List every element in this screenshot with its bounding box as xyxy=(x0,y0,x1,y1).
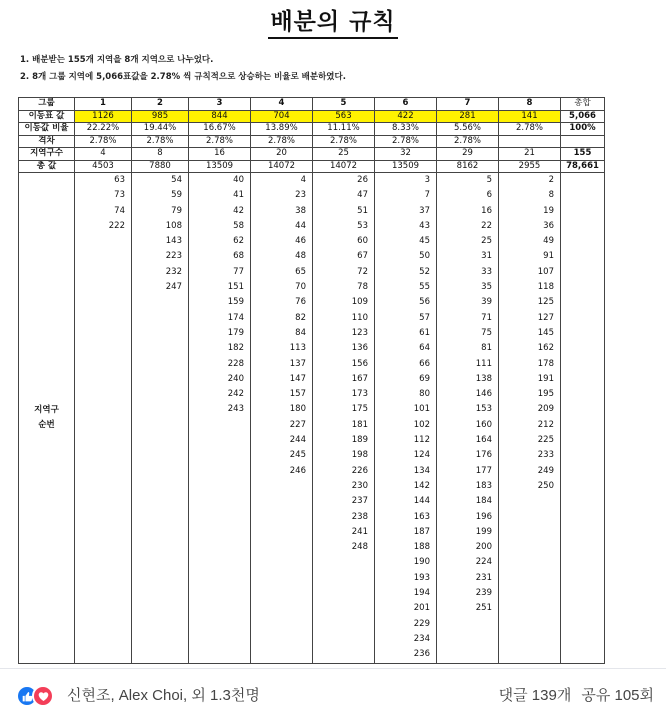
district-number: 33 xyxy=(481,266,492,277)
district-number: 237 xyxy=(351,496,368,507)
row-value: 7880 xyxy=(132,160,189,173)
row-total: 5,066 xyxy=(561,110,605,123)
row-value: 16.67% xyxy=(189,123,251,136)
row-value: 844 xyxy=(189,110,251,123)
district-number: 67 xyxy=(357,251,368,262)
district-number: 233 xyxy=(537,450,554,461)
district-number: 178 xyxy=(537,358,554,369)
district-number: 246 xyxy=(289,465,306,476)
district-number: 147 xyxy=(289,373,306,384)
group-header: 7 xyxy=(437,98,499,111)
district-number: 123 xyxy=(351,327,368,338)
document-title: 배분의 규칙 xyxy=(0,8,666,39)
district-number: 163 xyxy=(413,511,430,522)
district-number: 174 xyxy=(227,312,244,323)
district-number: 43 xyxy=(419,220,430,231)
district-number: 80 xyxy=(419,389,430,400)
district-number: 19 xyxy=(543,205,554,216)
shares-count-link[interactable]: 공유 105회 xyxy=(581,687,654,704)
district-number: 145 xyxy=(537,327,554,338)
district-list-cell xyxy=(75,173,132,664)
district-number: 57 xyxy=(419,312,430,323)
district-number: 184 xyxy=(475,496,492,507)
district-number: 55 xyxy=(419,282,430,293)
row-label: 이동값 비율 xyxy=(19,123,75,136)
engagement-counts xyxy=(499,684,654,705)
district-number: 4 xyxy=(300,175,306,185)
row-value: 422 xyxy=(375,110,437,123)
district-number: 175 xyxy=(351,404,368,415)
row-total: 100% xyxy=(561,123,605,136)
district-number: 118 xyxy=(537,282,554,293)
row-value: 704 xyxy=(251,110,313,123)
row-value: 1126 xyxy=(75,110,132,123)
district-number: 45 xyxy=(419,236,430,247)
district-number: 173 xyxy=(351,389,368,400)
district-number: 70 xyxy=(295,282,306,293)
document-notes xyxy=(20,52,346,86)
district-number: 181 xyxy=(351,419,368,430)
row-value: 32 xyxy=(375,148,437,161)
district-number: 110 xyxy=(351,312,368,323)
note-1: 1. 배분받는 155개 지역을 8개 지역으로 나누었다. xyxy=(20,55,214,65)
district-label-line: 지역구 xyxy=(34,404,59,415)
social-footer xyxy=(0,668,666,722)
district-number: 167 xyxy=(351,373,368,384)
row-value: 2.78% xyxy=(251,135,313,148)
district-number: 75 xyxy=(481,327,492,338)
row-value: 2.78% xyxy=(132,135,189,148)
district-number: 177 xyxy=(475,465,492,476)
district-number: 180 xyxy=(289,404,306,415)
row-value: 16 xyxy=(189,148,251,161)
district-number: 195 xyxy=(537,389,554,400)
district-number: 52 xyxy=(419,266,430,277)
district-number: 222 xyxy=(108,220,125,231)
district-number: 238 xyxy=(351,511,368,522)
district-number: 239 xyxy=(475,588,492,599)
district-number: 6 xyxy=(486,190,492,201)
district-number: 74 xyxy=(114,205,125,216)
district-number: 198 xyxy=(351,450,368,461)
district-number: 58 xyxy=(233,220,244,231)
group-header: 8 xyxy=(499,98,561,111)
district-number: 124 xyxy=(413,450,430,461)
district-label xyxy=(19,173,75,664)
district-number: 196 xyxy=(475,511,492,522)
row-value: 22.22% xyxy=(75,123,132,136)
district-list-cell xyxy=(251,173,313,664)
district-number: 156 xyxy=(351,358,368,369)
comments-count-link[interactable]: 댓글 139개 xyxy=(498,687,572,704)
row-value: 14072 xyxy=(313,160,375,173)
header-row xyxy=(19,98,605,111)
row-value: 281 xyxy=(437,110,499,123)
group-header: 6 xyxy=(375,98,437,111)
district-number: 200 xyxy=(475,542,492,553)
district-number: 199 xyxy=(475,526,492,537)
district-number: 48 xyxy=(295,251,306,262)
district-number: 190 xyxy=(413,557,430,568)
district-number: 79 xyxy=(171,205,182,216)
district-label-line: 순번 xyxy=(38,419,55,430)
district-number: 77 xyxy=(233,266,244,277)
allocation-table xyxy=(18,97,605,664)
district-number: 40 xyxy=(233,175,244,185)
district-number: 23 xyxy=(295,190,306,201)
district-number: 179 xyxy=(227,327,244,338)
district-number: 234 xyxy=(413,633,430,644)
row-value: 13509 xyxy=(375,160,437,173)
district-number: 112 xyxy=(413,435,430,446)
district-number: 82 xyxy=(295,312,306,323)
district-number: 91 xyxy=(543,251,554,262)
row-value: 29 xyxy=(437,148,499,161)
district-number: 49 xyxy=(543,236,554,247)
district-list-cell xyxy=(189,173,251,664)
row-value: 14072 xyxy=(251,160,313,173)
district-number: 138 xyxy=(475,373,492,384)
row-value: 5.56% xyxy=(437,123,499,136)
district-number: 47 xyxy=(357,190,368,201)
district-number: 108 xyxy=(165,220,182,231)
district-number: 232 xyxy=(165,266,182,277)
district-number: 250 xyxy=(537,480,554,491)
district-number: 226 xyxy=(351,465,368,476)
district-number: 22 xyxy=(481,220,492,231)
reaction-icons[interactable] xyxy=(16,685,60,707)
district-number: 50 xyxy=(419,251,430,262)
district-number: 2 xyxy=(548,175,554,185)
district-number: 16 xyxy=(481,205,492,216)
row-value: 20 xyxy=(251,148,313,161)
district-number: 230 xyxy=(351,480,368,491)
district-number: 144 xyxy=(413,496,430,507)
row-value: 25 xyxy=(313,148,375,161)
group-header: 4 xyxy=(251,98,313,111)
district-number: 159 xyxy=(227,297,244,308)
row-value: 563 xyxy=(313,110,375,123)
district-number: 194 xyxy=(413,588,430,599)
row-value: 4503 xyxy=(75,160,132,173)
data-row xyxy=(19,135,605,148)
district-number: 244 xyxy=(289,435,306,446)
district-number: 187 xyxy=(413,526,430,537)
district-number: 228 xyxy=(227,358,244,369)
district-number: 162 xyxy=(537,343,554,354)
district-number: 71 xyxy=(481,312,492,323)
district-number: 66 xyxy=(419,358,430,369)
district-number: 36 xyxy=(543,220,554,231)
header-label: 그룹 xyxy=(19,98,75,111)
row-label: 이동표 값 xyxy=(19,110,75,123)
district-number: 227 xyxy=(289,419,306,430)
district-number: 64 xyxy=(419,343,430,354)
district-number: 224 xyxy=(475,557,492,568)
row-value: 21 xyxy=(499,148,561,161)
data-row xyxy=(19,123,605,136)
district-list-cell xyxy=(499,173,561,664)
love-icon xyxy=(32,685,54,707)
row-value: 8.33% xyxy=(375,123,437,136)
district-number: 193 xyxy=(413,572,430,583)
row-label: 격차 xyxy=(19,135,75,148)
district-number: 143 xyxy=(165,236,182,247)
district-number: 111 xyxy=(475,358,492,369)
district-number: 65 xyxy=(295,266,306,277)
district-number: 35 xyxy=(481,282,492,293)
data-row xyxy=(19,110,605,123)
district-number: 101 xyxy=(413,404,430,415)
district-number: 249 xyxy=(537,465,554,476)
row-value: 8 xyxy=(132,148,189,161)
row-value xyxy=(499,135,561,148)
row-value: 141 xyxy=(499,110,561,123)
row-value: 2.78% xyxy=(499,123,561,136)
group-header: 2 xyxy=(132,98,189,111)
district-total-cell xyxy=(561,173,605,664)
district-number: 201 xyxy=(413,603,430,614)
district-number: 7 xyxy=(424,190,430,201)
data-row xyxy=(19,160,605,173)
reaction-names-link[interactable]: 신현조, Alex Choi, 외 1.3천명 xyxy=(67,687,260,704)
district-number: 113 xyxy=(289,343,306,354)
district-number: 231 xyxy=(475,572,492,583)
group-header: 3 xyxy=(189,98,251,111)
district-number: 137 xyxy=(289,358,306,369)
district-number: 78 xyxy=(357,282,368,293)
district-number: 142 xyxy=(413,480,430,491)
district-number: 183 xyxy=(475,480,492,491)
row-value: 13.89% xyxy=(251,123,313,136)
district-number: 62 xyxy=(233,236,244,247)
district-number: 160 xyxy=(475,419,492,430)
row-value: 19.44% xyxy=(132,123,189,136)
district-number: 223 xyxy=(165,251,182,262)
district-number: 8 xyxy=(548,190,554,201)
row-value: 2.78% xyxy=(75,135,132,148)
district-number: 229 xyxy=(413,618,430,629)
district-number: 188 xyxy=(413,542,430,553)
district-row xyxy=(19,173,605,664)
district-number: 127 xyxy=(537,312,554,323)
row-value: 2.78% xyxy=(437,135,499,148)
district-number: 31 xyxy=(481,251,492,262)
district-number: 51 xyxy=(357,205,368,216)
row-total: 155 xyxy=(561,148,605,161)
district-number: 136 xyxy=(351,343,368,354)
district-number: 247 xyxy=(165,282,182,293)
district-number: 151 xyxy=(227,282,244,293)
row-value: 2.78% xyxy=(375,135,437,148)
district-number: 68 xyxy=(233,251,244,262)
district-number: 225 xyxy=(537,435,554,446)
district-number: 61 xyxy=(419,327,430,338)
district-number: 248 xyxy=(351,542,368,553)
district-number: 72 xyxy=(357,266,368,277)
district-number: 164 xyxy=(475,435,492,446)
district-number: 25 xyxy=(481,236,492,247)
row-total: 78,661 xyxy=(561,160,605,173)
district-number: 241 xyxy=(351,526,368,537)
row-label: 지역구수 xyxy=(19,148,75,161)
district-number: 236 xyxy=(413,649,430,660)
district-number: 53 xyxy=(357,220,368,231)
district-number: 44 xyxy=(295,220,306,231)
district-number: 69 xyxy=(419,373,430,384)
district-number: 191 xyxy=(537,373,554,384)
district-number: 60 xyxy=(357,236,368,247)
district-number: 134 xyxy=(413,465,430,476)
group-header: 5 xyxy=(313,98,375,111)
district-number: 26 xyxy=(357,175,368,185)
district-number: 37 xyxy=(419,205,430,216)
district-number: 251 xyxy=(475,603,492,614)
district-number: 84 xyxy=(295,327,306,338)
district-number: 42 xyxy=(233,205,244,216)
district-number: 182 xyxy=(227,343,244,354)
district-number: 3 xyxy=(424,175,430,185)
district-number: 243 xyxy=(227,404,244,415)
district-number: 240 xyxy=(227,373,244,384)
district-number: 102 xyxy=(413,419,430,430)
district-list-cell xyxy=(313,173,375,664)
row-value: 2.78% xyxy=(313,135,375,148)
district-number: 56 xyxy=(419,297,430,308)
district-list-cell xyxy=(132,173,189,664)
group-header: 1 xyxy=(75,98,132,111)
district-number: 41 xyxy=(233,190,244,201)
district-number: 212 xyxy=(537,419,554,430)
data-row xyxy=(19,148,605,161)
district-number: 153 xyxy=(475,404,492,415)
row-value: 4 xyxy=(75,148,132,161)
row-value: 2.78% xyxy=(189,135,251,148)
row-value: 13509 xyxy=(189,160,251,173)
district-list-cell xyxy=(375,173,437,664)
district-number: 189 xyxy=(351,435,368,446)
note-2: 2. 8개 그룹 지역에 5,066표값을 2.78% 씩 규칙적으로 상승하는 비율로 배분하였다. xyxy=(20,72,346,82)
district-number: 209 xyxy=(537,404,554,415)
district-number: 245 xyxy=(289,450,306,461)
total-header: 총합 xyxy=(561,98,605,111)
district-number: 59 xyxy=(171,190,182,201)
district-number: 81 xyxy=(481,343,492,354)
district-list-cell xyxy=(437,173,499,664)
row-value: 985 xyxy=(132,110,189,123)
district-number: 39 xyxy=(481,297,492,308)
district-number: 176 xyxy=(475,450,492,461)
district-number: 76 xyxy=(295,297,306,308)
row-value: 11.11% xyxy=(313,123,375,136)
district-number: 5 xyxy=(486,175,492,185)
district-number: 46 xyxy=(295,236,306,247)
district-number: 63 xyxy=(114,175,125,185)
district-number: 109 xyxy=(351,297,368,308)
row-value: 2955 xyxy=(499,160,561,173)
row-total xyxy=(561,135,605,148)
district-number: 38 xyxy=(295,205,306,216)
district-number: 54 xyxy=(171,175,182,185)
district-number: 107 xyxy=(537,266,554,277)
district-number: 73 xyxy=(114,190,125,201)
row-label: 총 값 xyxy=(19,160,75,173)
district-number: 242 xyxy=(227,389,244,400)
row-value: 8162 xyxy=(437,160,499,173)
district-number: 125 xyxy=(537,297,554,308)
district-number: 146 xyxy=(475,389,492,400)
district-number: 157 xyxy=(289,389,306,400)
